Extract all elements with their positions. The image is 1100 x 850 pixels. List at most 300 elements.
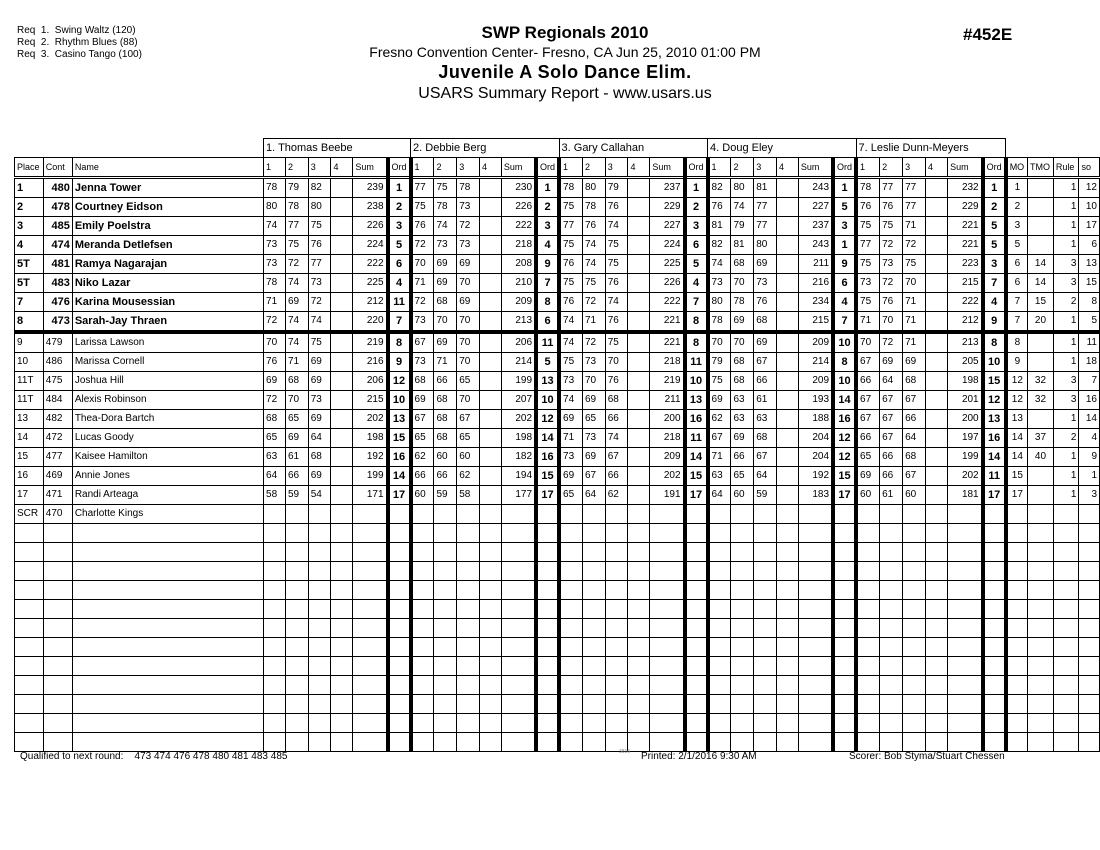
tmo-cell: 20 [1028, 312, 1054, 333]
empty-cell [1006, 733, 1028, 752]
empty-cell [605, 695, 628, 714]
empty-ord [388, 562, 411, 581]
empty-cell [43, 695, 72, 714]
so-cell: 8 [1079, 293, 1100, 312]
empty-cell [650, 676, 685, 695]
empty-cell [731, 638, 754, 657]
score-3: 65 [457, 429, 480, 448]
score-3: 70 [457, 391, 480, 410]
score-3: 74 [605, 429, 628, 448]
requirement-1: Req 1. Swing Waltz (120) [17, 25, 136, 36]
ordinal: 2 [536, 198, 559, 217]
empty-cell [15, 524, 44, 543]
score-sum: 209 [798, 332, 833, 353]
score-4 [628, 178, 650, 198]
score-1: 73 [264, 255, 286, 274]
contestant-number: 479 [43, 332, 72, 353]
empty-cell [948, 695, 983, 714]
empty-cell [856, 600, 880, 619]
ordinal: 14 [388, 467, 411, 486]
score-3: 75 [605, 255, 628, 274]
so-cell: 11 [1079, 332, 1100, 353]
empty-cell [308, 600, 331, 619]
rule-cell: 1 [1053, 486, 1079, 505]
score-1: 72 [411, 236, 434, 255]
score-3: 70 [457, 353, 480, 372]
score-sum: 202 [501, 410, 536, 429]
skater-name: Marissa Cornell [72, 353, 263, 372]
score-4 [331, 236, 353, 255]
score-4 [926, 332, 948, 353]
empty-cell [434, 600, 457, 619]
score-3: 75 [903, 255, 926, 274]
tmo-cell: 37 [1028, 429, 1054, 448]
score-1: 81 [708, 217, 731, 236]
place-cell: 9 [15, 332, 44, 353]
mo-cell: 14 [1006, 448, 1028, 467]
empty-cell [1006, 543, 1028, 562]
score-2: 63 [731, 410, 754, 429]
empty-ord [833, 676, 856, 695]
score-1: 60 [856, 486, 880, 505]
empty-cell [582, 638, 605, 657]
score-3: 54 [308, 486, 331, 505]
score-sum: 202 [650, 467, 685, 486]
empty-cell [731, 543, 754, 562]
empty-cell [353, 600, 388, 619]
score-2: 65 [582, 410, 605, 429]
mo-cell: 7 [1006, 293, 1028, 312]
score-sum: 243 [798, 178, 833, 198]
empty-cell [776, 600, 798, 619]
empty-cell [479, 581, 501, 600]
empty-cell [948, 619, 983, 638]
ordinal: 9 [536, 255, 559, 274]
ordinal: 11 [685, 429, 708, 448]
empty-cell [15, 676, 44, 695]
empty-cell [754, 562, 777, 581]
score-4 [479, 429, 501, 448]
tmo-cell: 32 [1028, 391, 1054, 410]
table-row [15, 410, 1100, 429]
score-3: 71 [903, 312, 926, 333]
contestant-number: 481 [43, 255, 72, 274]
score-3: 59 [754, 486, 777, 505]
score-2: 73 [434, 236, 457, 255]
rule-cell: 1 [1053, 198, 1079, 217]
score-3: 67 [754, 448, 777, 467]
score-4 [926, 410, 948, 429]
score-2: 68 [731, 255, 754, 274]
mo-cell: 15 [1006, 467, 1028, 486]
rule-cell [1053, 505, 1079, 524]
score-3: 70 [457, 274, 480, 293]
empty-cell [559, 714, 582, 733]
score-sum: 221 [948, 236, 983, 255]
score-3 [457, 505, 480, 524]
empty-cell [308, 638, 331, 657]
tmo-cell [1028, 353, 1054, 372]
score-4 [926, 255, 948, 274]
tmo-cell [1028, 236, 1054, 255]
score-4 [926, 391, 948, 410]
score-3: 74 [308, 312, 331, 333]
empty-cell [1053, 619, 1079, 638]
empty-row [15, 581, 1100, 600]
score-1 [264, 505, 286, 524]
empty-cell [605, 600, 628, 619]
empty-cell [798, 562, 833, 581]
score-3: 70 [457, 312, 480, 333]
empty-cell [903, 619, 926, 638]
score-sum: 214 [501, 353, 536, 372]
empty-cell [411, 638, 434, 657]
score-4 [776, 372, 798, 391]
score-sum: 181 [948, 486, 983, 505]
score-3 [754, 505, 777, 524]
contestant-number: 486 [43, 353, 72, 372]
score-3: 68 [903, 372, 926, 391]
empty-ord [983, 600, 1006, 619]
mo-cell: 8 [1006, 332, 1028, 353]
empty-cell [72, 524, 263, 543]
place-cell: 14 [15, 429, 44, 448]
score-3: 72 [308, 293, 331, 312]
score-sum: 211 [798, 255, 833, 274]
score-4 [331, 467, 353, 486]
mo-cell: 7 [1006, 312, 1028, 333]
empty-cell [582, 600, 605, 619]
score-2: 74 [582, 255, 605, 274]
empty-cell [434, 714, 457, 733]
table-row [15, 236, 1100, 255]
score-3: 70 [457, 332, 480, 353]
mo-cell: 3 [1006, 217, 1028, 236]
score-3: 63 [754, 410, 777, 429]
score-4 [628, 505, 650, 524]
score-2: 64 [582, 486, 605, 505]
empty-cell [501, 543, 536, 562]
empty-cell [628, 676, 650, 695]
score-4 [479, 198, 501, 217]
empty-cell [43, 581, 72, 600]
skater-name: Emily Poelstra [72, 217, 263, 236]
empty-cell [1053, 714, 1079, 733]
empty-cell [308, 543, 331, 562]
empty-cell [628, 638, 650, 657]
empty-cell [754, 657, 777, 676]
score-1: 77 [559, 217, 582, 236]
empty-cell [708, 581, 731, 600]
score-2: 66 [731, 448, 754, 467]
so-cell: 3 [1079, 486, 1100, 505]
place-cell: 13 [15, 410, 44, 429]
place-cell: SCR [15, 505, 44, 524]
table-row [15, 391, 1100, 410]
empty-cell [754, 600, 777, 619]
score-sum: 222 [353, 255, 388, 274]
contestant-number: 473 [43, 312, 72, 333]
header-sum: Sum [650, 158, 685, 178]
score-4 [331, 312, 353, 333]
score-1: 77 [411, 178, 434, 198]
score-4 [479, 467, 501, 486]
scorer-names: Scorer: Bob Styma/Stuart Chessen [849, 751, 1005, 762]
empty-ord [536, 714, 559, 733]
score-1: 73 [559, 372, 582, 391]
score-4 [628, 410, 650, 429]
empty-cell [798, 600, 833, 619]
empty-cell [285, 714, 308, 733]
score-3: 73 [457, 198, 480, 217]
score-sum: 200 [650, 410, 685, 429]
empty-cell [754, 638, 777, 657]
empty-cell [479, 714, 501, 733]
empty-cell [285, 543, 308, 562]
empty-cell [948, 600, 983, 619]
score-2: 74 [285, 332, 308, 353]
empty-ord [388, 676, 411, 695]
ordinal: 16 [685, 410, 708, 429]
empty-cell [650, 638, 685, 657]
empty-cell [650, 524, 685, 543]
header-s2: 2 [731, 158, 754, 178]
table-row [15, 467, 1100, 486]
score-sum: 182 [501, 448, 536, 467]
score-sum: 239 [353, 178, 388, 198]
score-sum: 224 [353, 236, 388, 255]
score-1: 80 [708, 293, 731, 312]
empty-ord [833, 619, 856, 638]
score-sum: 220 [353, 312, 388, 333]
empty-cell [776, 733, 798, 752]
empty-cell [43, 638, 72, 657]
empty-cell [708, 543, 731, 562]
score-1 [708, 505, 731, 524]
empty-cell [856, 524, 880, 543]
empty-cell [650, 600, 685, 619]
empty-cell [731, 562, 754, 581]
score-1: 72 [411, 293, 434, 312]
score-1: 82 [708, 178, 731, 198]
score-1: 79 [708, 353, 731, 372]
empty-cell [605, 714, 628, 733]
header-cont: Cont [43, 158, 72, 178]
score-2: 69 [434, 332, 457, 353]
empty-cell [582, 581, 605, 600]
empty-cell [15, 600, 44, 619]
empty-cell [582, 676, 605, 695]
ordinal: 7 [983, 274, 1006, 293]
empty-cell [798, 714, 833, 733]
score-2: 81 [731, 236, 754, 255]
ordinal: 1 [685, 178, 708, 198]
score-2: 69 [582, 391, 605, 410]
empty-cell [798, 676, 833, 695]
empty-cell [798, 733, 833, 752]
empty-row [15, 714, 1100, 733]
ordinal: 4 [388, 274, 411, 293]
score-1: 73 [411, 353, 434, 372]
score-1: 71 [264, 293, 286, 312]
empty-row [15, 638, 1100, 657]
score-4 [776, 429, 798, 448]
empty-cell [582, 524, 605, 543]
empty-ord [983, 733, 1006, 752]
header-s3: 3 [308, 158, 331, 178]
empty-cell [331, 581, 353, 600]
empty-cell [15, 638, 44, 657]
empty-cell [15, 714, 44, 733]
judge-name-4: 4. Doug Eley [708, 139, 857, 158]
score-1: 70 [264, 332, 286, 353]
skater-name: Thea-Dora Bartch [72, 410, 263, 429]
score-sum: 222 [650, 293, 685, 312]
empty-cell [582, 695, 605, 714]
score-sum: 225 [353, 274, 388, 293]
table-row [15, 178, 1100, 198]
empty-cell [926, 657, 948, 676]
header-s3: 3 [605, 158, 628, 178]
score-2: 68 [434, 429, 457, 448]
score-1: 66 [856, 429, 880, 448]
empty-ord [685, 619, 708, 638]
event-number: #452E [963, 25, 1013, 44]
rule-cell: 3 [1053, 255, 1079, 274]
score-1: 75 [708, 372, 731, 391]
score-1: 80 [264, 198, 286, 217]
empty-ord [833, 524, 856, 543]
empty-cell [331, 676, 353, 695]
empty-cell [43, 600, 72, 619]
so-cell: 4 [1079, 429, 1100, 448]
score-4 [776, 391, 798, 410]
empty-ord [833, 714, 856, 733]
empty-cell [1053, 676, 1079, 695]
empty-cell [708, 600, 731, 619]
empty-cell [411, 733, 434, 752]
empty-cell [903, 657, 926, 676]
score-1: 71 [708, 448, 731, 467]
empty-cell [798, 619, 833, 638]
score-2: 75 [285, 236, 308, 255]
score-3: 72 [903, 236, 926, 255]
empty-cell [331, 543, 353, 562]
ordinal [983, 505, 1006, 524]
score-sum: 194 [501, 467, 536, 486]
empty-cell [501, 638, 536, 657]
empty-cell [353, 581, 388, 600]
judge-name-3: 3. Gary Callahan [559, 139, 708, 158]
score-1: 75 [559, 353, 582, 372]
score-sum: 212 [353, 293, 388, 312]
skater-name: Kaisee Hamilton [72, 448, 263, 467]
empty-ord [983, 638, 1006, 657]
empty-cell [650, 562, 685, 581]
header-s1: 1 [411, 158, 434, 178]
score-sum: 204 [798, 448, 833, 467]
score-3: 72 [457, 217, 480, 236]
empty-cell [708, 733, 731, 752]
empty-cell [43, 543, 72, 562]
empty-ord [685, 695, 708, 714]
score-3: 66 [605, 410, 628, 429]
rule-cell: 3 [1053, 372, 1079, 391]
place-cell: 5T [15, 255, 44, 274]
empty-cell [798, 543, 833, 562]
empty-cell [731, 581, 754, 600]
table-row [15, 255, 1100, 274]
ordinal: 6 [833, 274, 856, 293]
tmo-cell [1028, 467, 1054, 486]
empty-cell [948, 543, 983, 562]
score-2: 65 [731, 467, 754, 486]
skater-name: Karina Mousessian [72, 293, 263, 312]
empty-cell [1053, 524, 1079, 543]
empty-cell [501, 657, 536, 676]
score-1: 69 [856, 467, 880, 486]
empty-row [15, 733, 1100, 752]
so-cell: 6 [1079, 236, 1100, 255]
header-s2: 2 [434, 158, 457, 178]
score-2: 75 [880, 217, 903, 236]
empty-cell [15, 657, 44, 676]
empty-cell [650, 714, 685, 733]
empty-ord [388, 619, 411, 638]
empty-cell [457, 619, 480, 638]
contestant-number: 482 [43, 410, 72, 429]
score-sum: 229 [650, 198, 685, 217]
event-name: SWP Regionals 2010 [481, 23, 649, 42]
empty-cell [264, 638, 286, 657]
score-3: 80 [754, 236, 777, 255]
empty-ord [685, 676, 708, 695]
ordinal: 17 [388, 486, 411, 505]
score-4 [926, 429, 948, 448]
contestant-number: 483 [43, 274, 72, 293]
score-2: 65 [285, 410, 308, 429]
ordinal: 7 [685, 293, 708, 312]
score-3: 76 [308, 236, 331, 255]
empty-cell [754, 543, 777, 562]
empty-cell [457, 733, 480, 752]
score-sum [948, 505, 983, 524]
empty-cell [880, 524, 903, 543]
empty-ord [388, 638, 411, 657]
score-1: 78 [264, 274, 286, 293]
empty-ord [983, 695, 1006, 714]
table-row [15, 198, 1100, 217]
empty-row [15, 543, 1100, 562]
score-3: 69 [308, 353, 331, 372]
score-4 [776, 274, 798, 293]
empty-cell [72, 695, 263, 714]
ordinal: 10 [388, 391, 411, 410]
rule-cell: 3 [1053, 391, 1079, 410]
score-sum: 223 [948, 255, 983, 274]
score-3: 71 [903, 332, 926, 353]
empty-cell [650, 581, 685, 600]
score-2: 71 [582, 312, 605, 333]
score-sum: 171 [353, 486, 388, 505]
empty-cell [457, 581, 480, 600]
score-sum: 191 [650, 486, 685, 505]
score-1: 60 [411, 486, 434, 505]
score-2: 69 [434, 274, 457, 293]
empty-cell [628, 581, 650, 600]
empty-cell [559, 600, 582, 619]
empty-cell [15, 733, 44, 752]
